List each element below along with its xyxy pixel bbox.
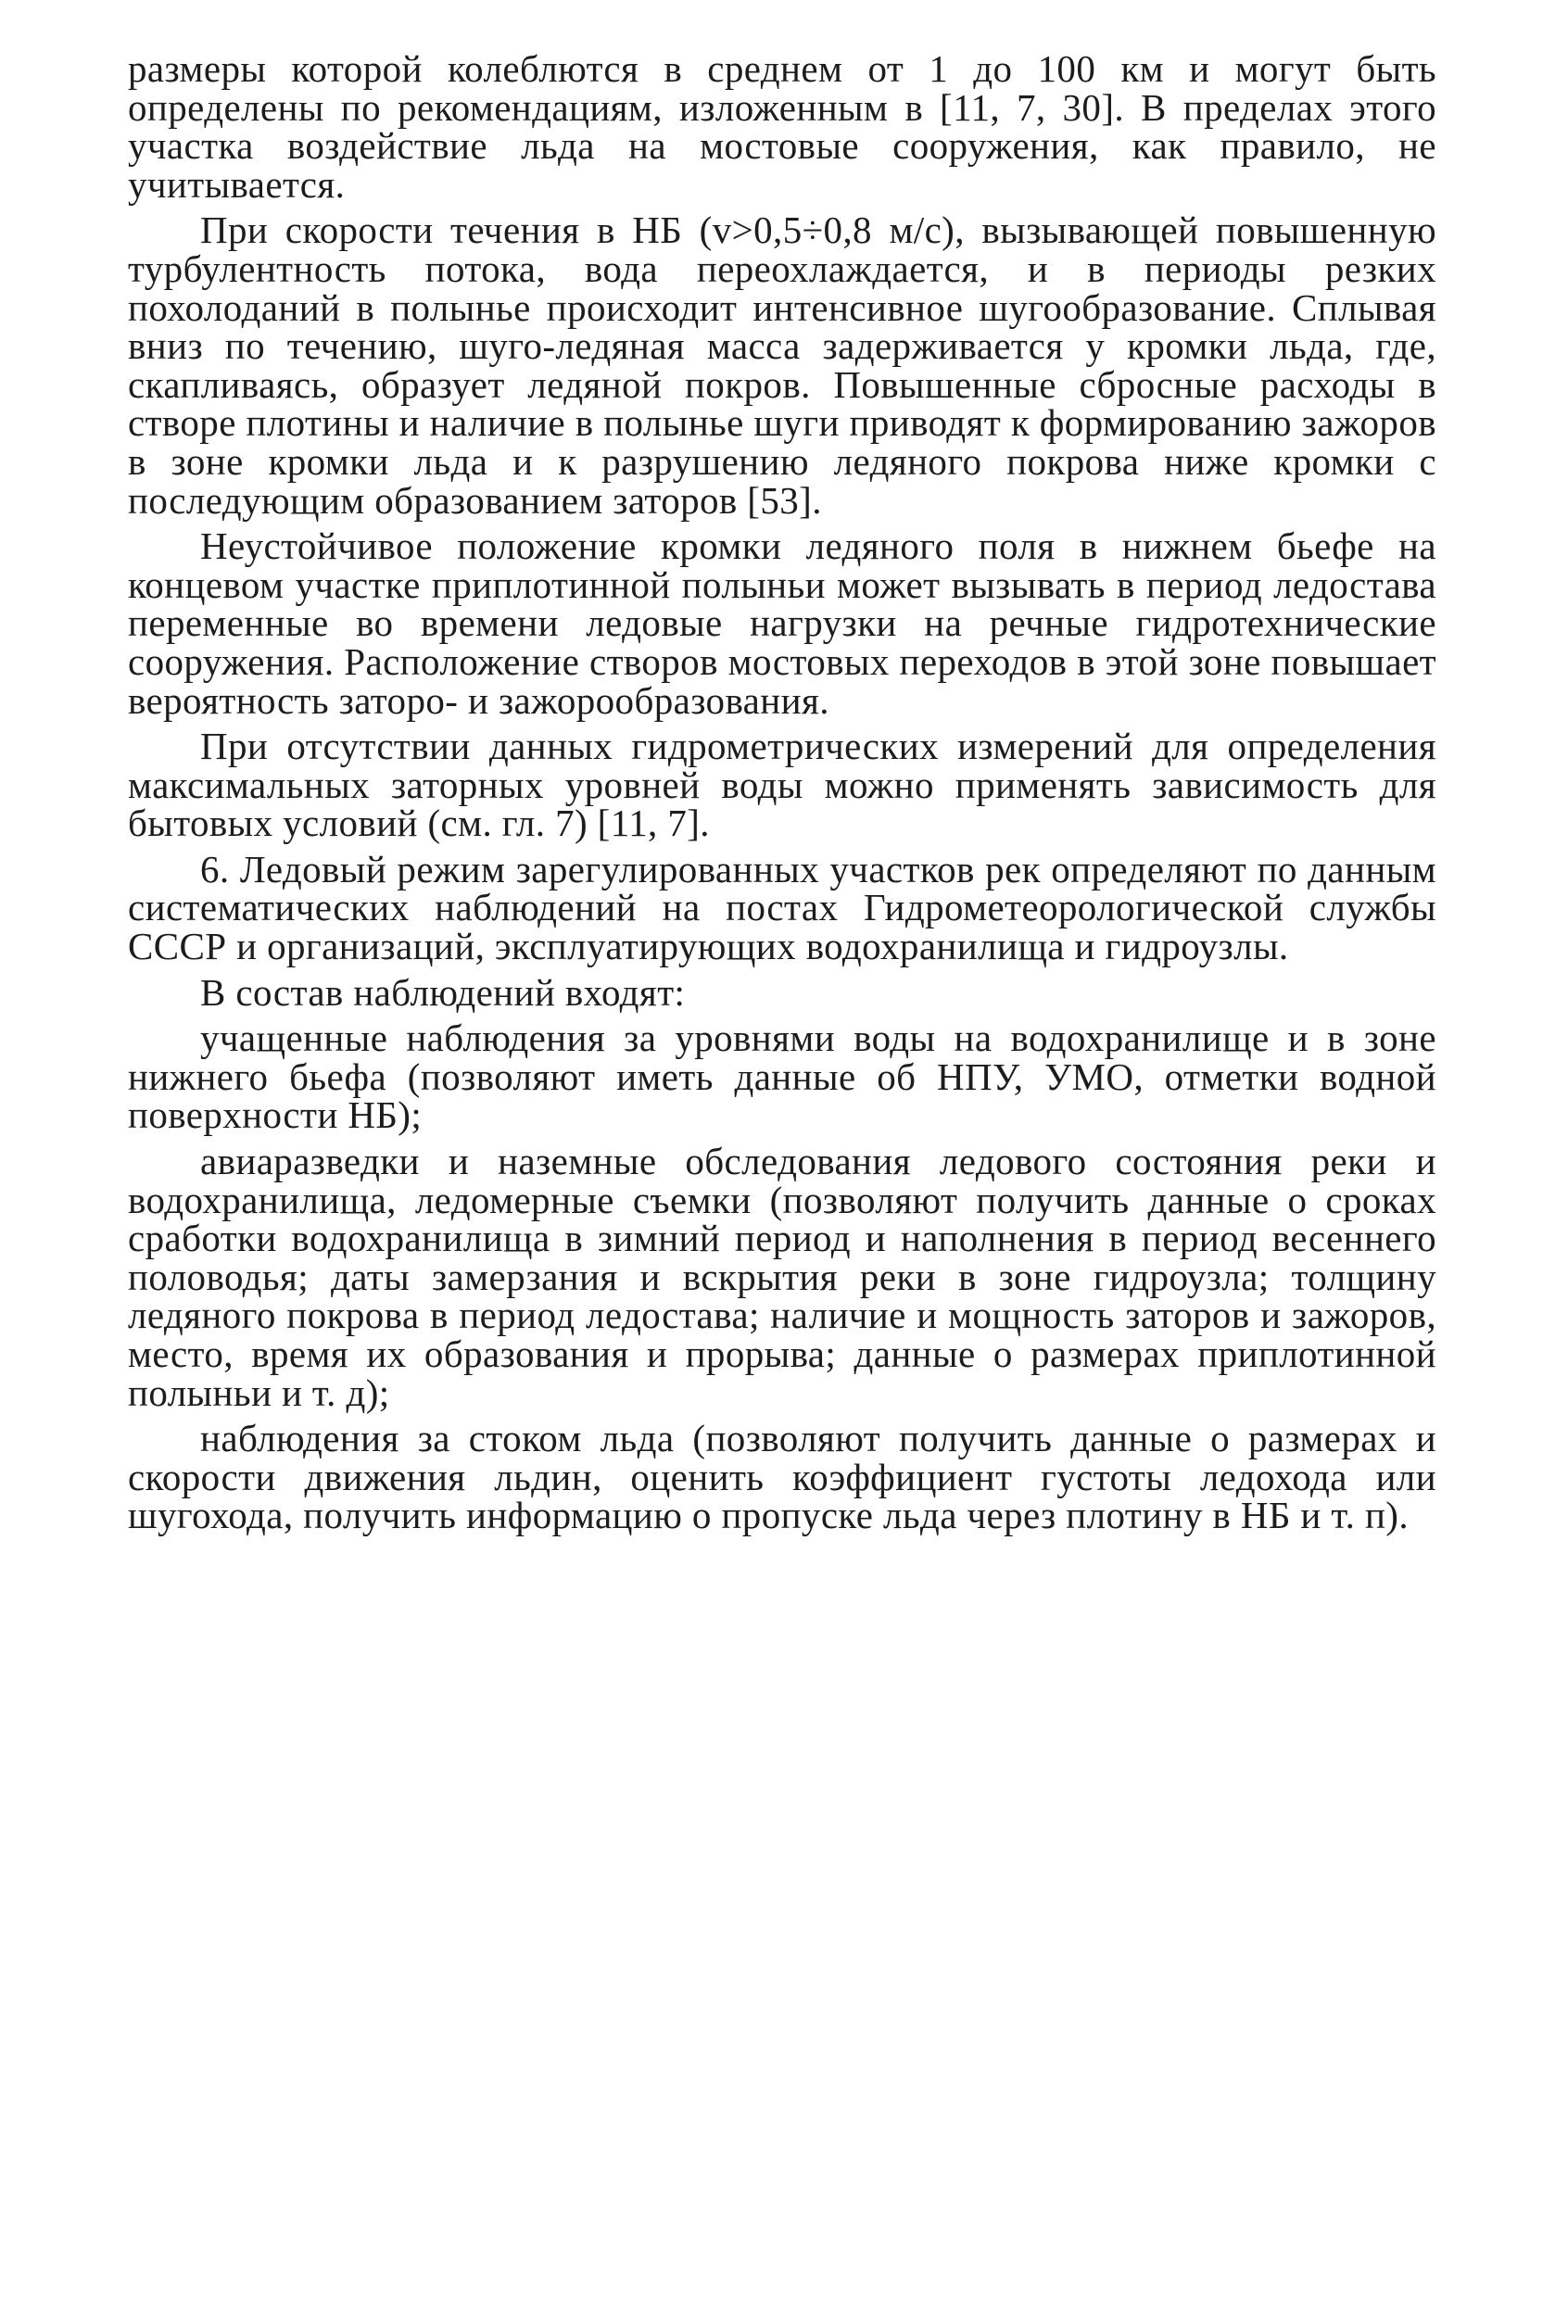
body-text (128, 47, 1436, 1543)
paragraph-velocity: При скорости течения в НБ (v>0,5÷0,8 м/с), вызывающей повышенную турбулентность потока, вода переохлаждается, и в периоды резких похолоданий в полынье происходит интенсивное шугообразование. Сплывая вниз по течению, шуго-ледяная масса задерживается у кромки льда, где, скапливаясь, образует ледяной покров. Повышенные сбросные расходы в створе плотины и наличие в полынье шуги приводят к формированию зажоров в зоне кромки льда и к разрушению ледяного покрова ниже кромки с последующим образованием заторов [53]. (128, 208, 1436, 522)
paragraph-absence-of-data: При отсутствии данных гидрометрических измерений для определения максимальных заторных уровней воды можно применять зависимость для бытовых условий (см. гл. 7) [11, 7]. (128, 725, 1436, 845)
paragraph-continuation: размеры которой колеблются в среднем от 1 до 100 км и могут быть определены по рекомендациям, изложенным в [11, 7, 30]. В пределах этого участка воздействие льда на мостовые сооружения, как правило, не учитывается. (128, 47, 1436, 206)
paragraph-item-6: 6. Ледовый режим зарегулированных участков рек определяют по данным систематических наблюдений на постах Гидрометеорологической службы СССР и организаций, эксплуатирующих водохранилища и гидроузлы. (128, 847, 1436, 968)
paragraph-unstable-ice-edge: Неустойчивое положение кромки ледяного поля в нижнем бьефе на концевом участке приплотинной полыньи может вызывать в период ледостава переменные во времени ледовые нагрузки на речные гидротехнические сооружения. Расположение створов мостовых переходов в этой зоне повышает вероятность заторо- и зажорообразования. (128, 524, 1436, 722)
list-item-ice-flow-observations: наблюдения за стоком льда (позволяют получить данные о размерах и скорости движения льдин, оценить коэффициент густоты ледохода или шугохода, получить информацию о пропуске льда через плотину в НБ и т. п). (128, 1417, 1436, 1537)
list-item-frequent-observations: учащенные наблюдения за уровнями воды на водохранилище и в зоне нижнего бьефа (позволяют иметь данные об НПУ, УМО, отметки водной поверхности НБ); (128, 1017, 1436, 1137)
paragraph-observations-heading: В состав наблюдений входят: (200, 970, 686, 1014)
list-item-aerial-surveys: авиаразведки и наземные обследования ледового состояния реки и водохранилища, ледомерные съемки (позволяют получить данные о сроках сработки водохранилища в зимний период и наполнения в период весеннего половодья; даты замерзания и вскрытия реки в зоне гидроузла; толщину ледяного покрова в период ледостава; наличие и мощность заторов и зажоров, место, время их образования и прорыва; данные о размерах приплотинной полыньи и т. д); (128, 1140, 1436, 1414)
